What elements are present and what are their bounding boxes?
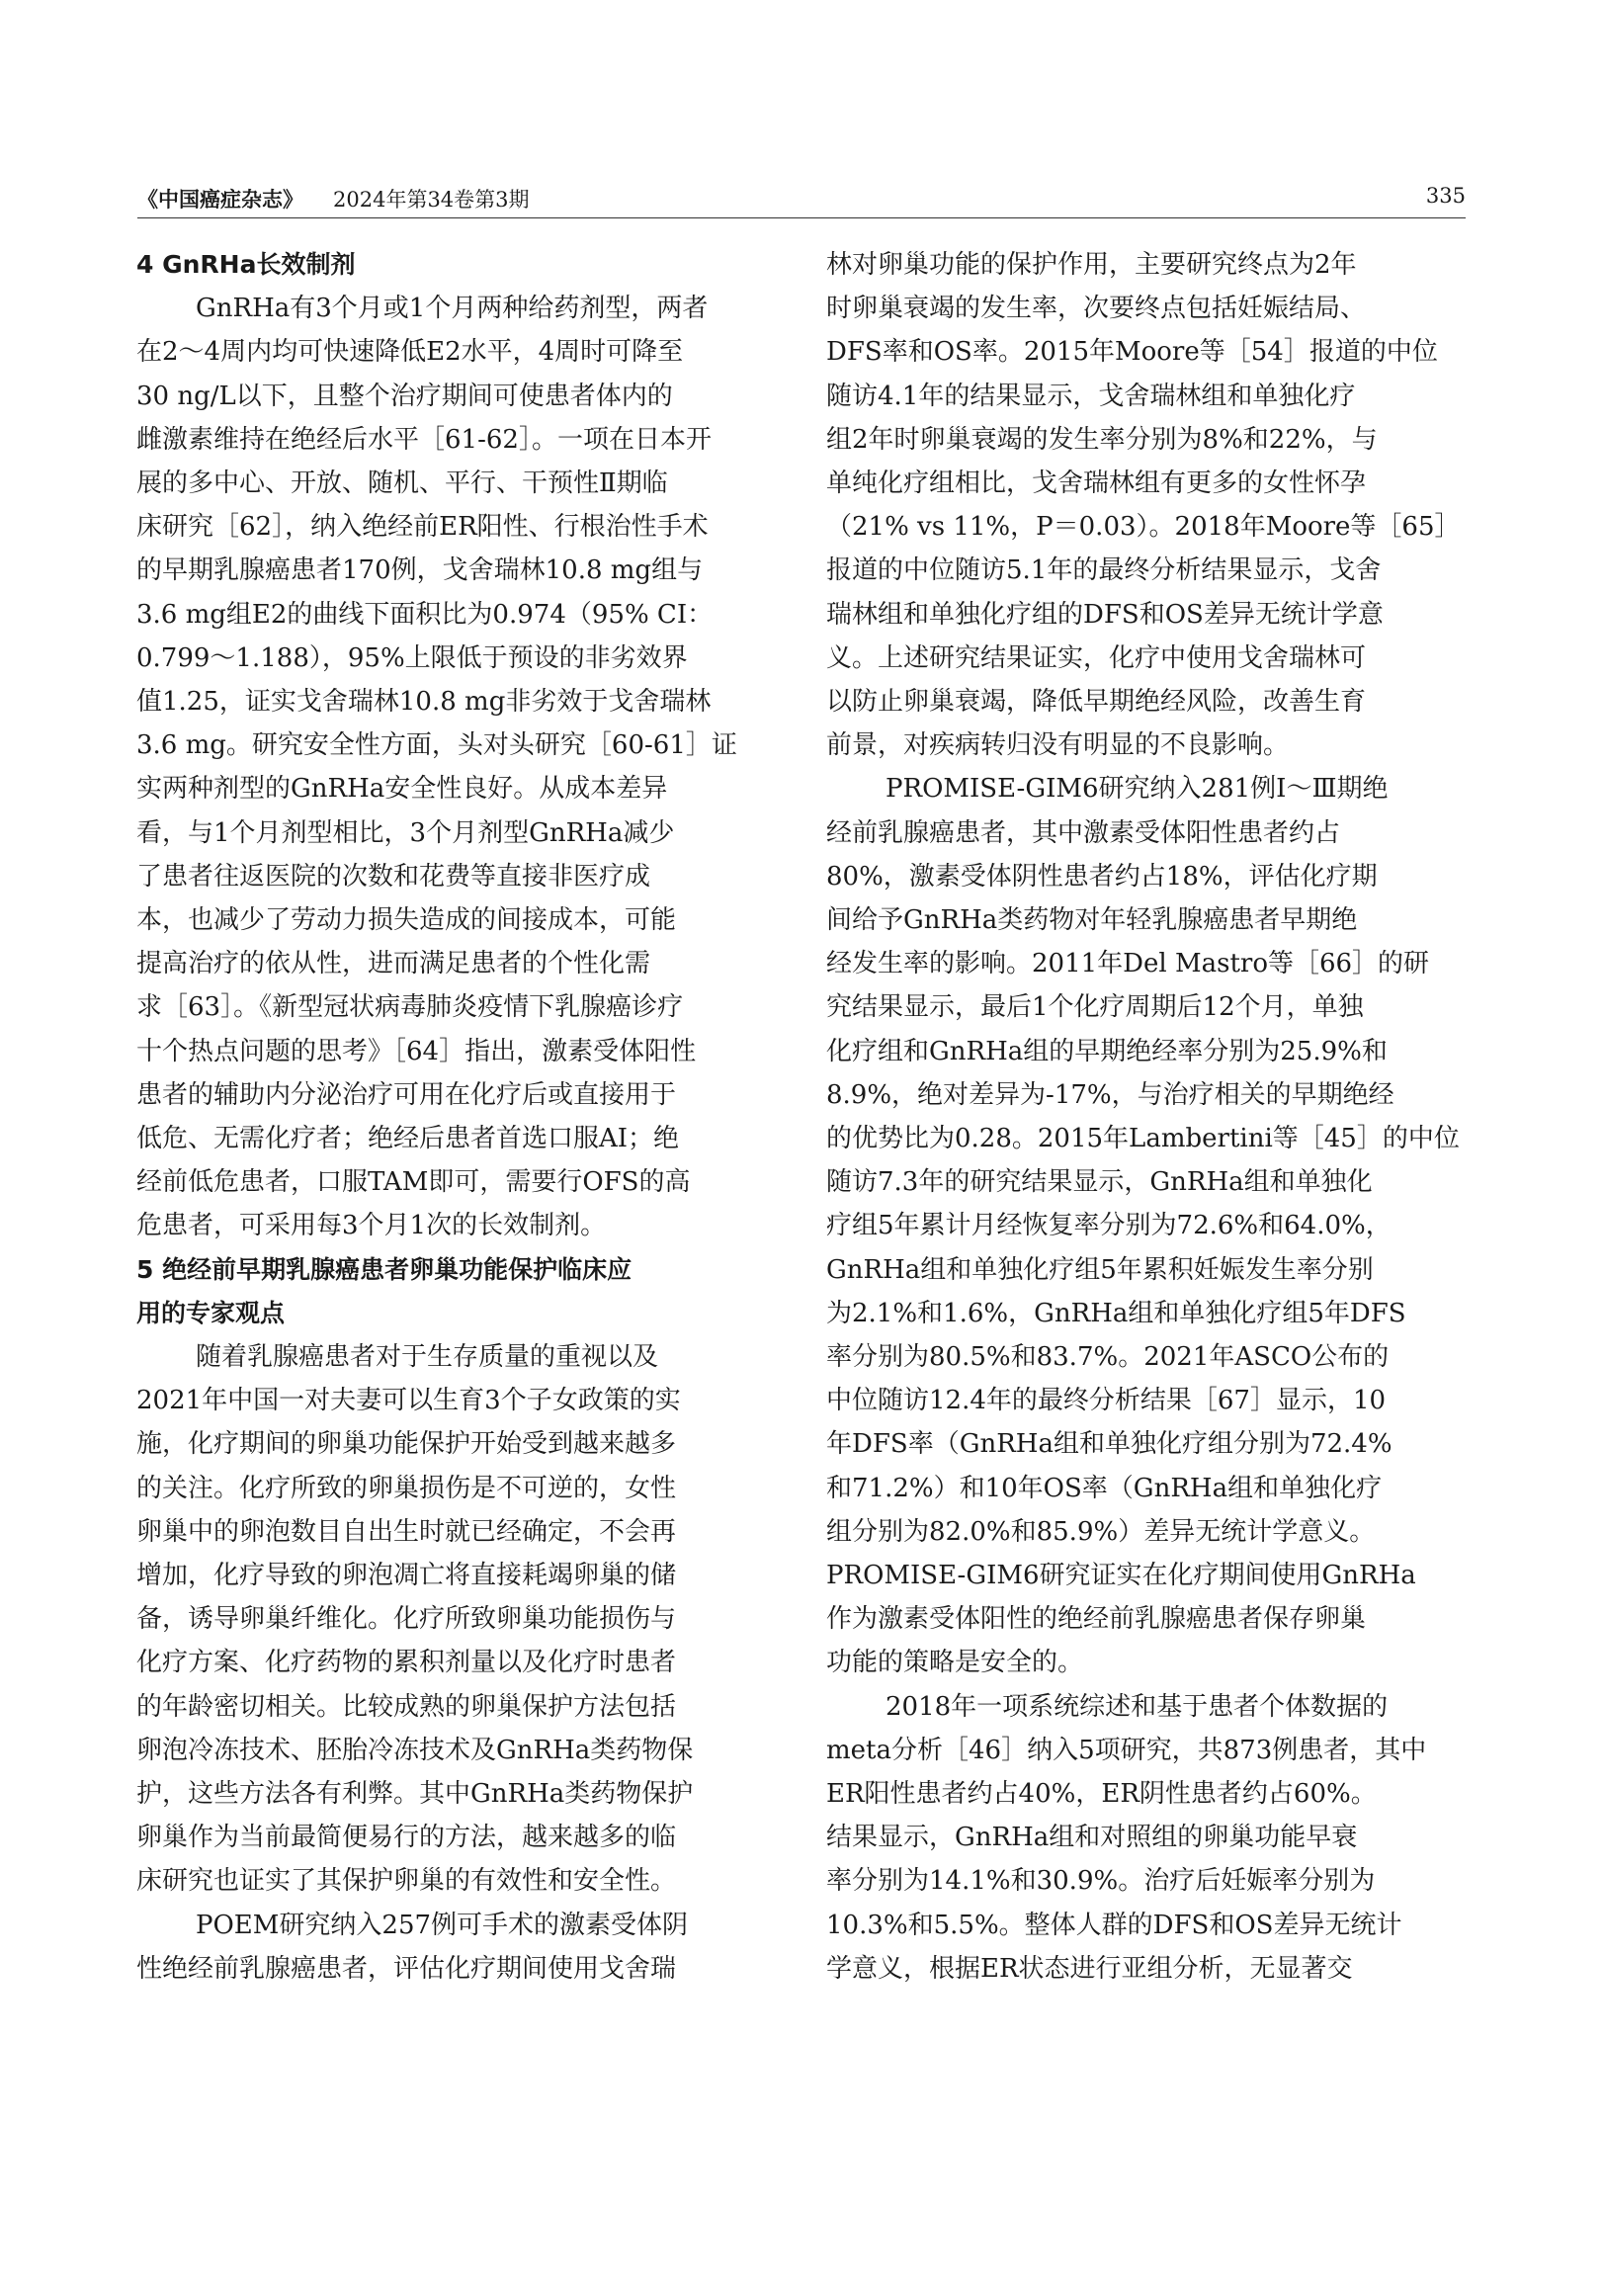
left-text-line: GnRHa有3个月或1个月两种给药剂型，两者: [196, 294, 709, 324]
journal-issue: 2024年第34卷第3期: [333, 188, 530, 212]
right-text-line: GnRHa组和单独化疗组5年累积妊娠发生率分别: [826, 1254, 1374, 1285]
right-text-line: 和71.2%）和10年OS率（GnRHa组和单独化疗: [826, 1473, 1383, 1503]
right-text-line: PROMISE-GIM6研究证实在化疗期间使用GnRHa: [826, 1561, 1416, 1590]
left-text-line: POEM研究纳入257例可手术的激素受体阴: [196, 1910, 689, 1940]
right-text-line: 年DFS率（GnRHa组和单独化疗组分别为72.4%: [826, 1429, 1392, 1460]
right-text-line: 随访4.1年的结果显示，戈舍瑞林组和单独化疗: [826, 381, 1356, 411]
right-text-line: 随访7.3年的研究结果显示，GnRHa组和单独化: [826, 1167, 1373, 1198]
left-text-line: 看，与1个月剂型相比，3个月剂型GnRHa减少: [136, 817, 675, 848]
right-text-line: 经发生率的影响。2011年Del Mastro等［66］的研: [826, 949, 1430, 979]
right-text-line: PROMISE-GIM6研究纳入281例Ⅰ～Ⅲ期绝: [886, 774, 1389, 805]
left-text-line: 施，化疗期间的卵巢功能保护开始受到越来越多: [136, 1429, 677, 1460]
right-text-line: 功能的策略是安全的。: [826, 1648, 1084, 1678]
right-text-line: 率分别为14.1%和30.9%。治疗后妊娠率分别为: [826, 1866, 1376, 1897]
left-text-line: 了患者往返医院的次数和花费等直接非医疗成: [136, 861, 651, 892]
right-text-line: 经前乳腺癌患者，其中激素受体阳性患者约占: [826, 817, 1341, 848]
right-text-line: 结果显示，GnRHa组和对照组的卵巢功能早衰: [826, 1823, 1358, 1853]
right-text-line: 为2.1%和1.6%，GnRHa组和单独化疗组5年DFS: [826, 1298, 1406, 1328]
right-text-line: 2018年一项系统综述和基于患者个体数据的: [886, 1691, 1389, 1722]
right-text-line: 8.9%，绝对差异为-17%，与治疗相关的早期绝经: [826, 1079, 1394, 1110]
left-text-line: 增加，化疗导致的卵泡凋亡将直接耗竭卵巢的储: [136, 1561, 677, 1590]
left-text-line: 经前低危患者，口服TAM即可，需要行OFS的高: [136, 1167, 691, 1198]
left-text-line: 护，这些方法各有利弊。其中GnRHa类药物保护: [136, 1779, 694, 1809]
left-text-line: 本，也减少了劳动力损失造成的间接成本，可能: [136, 905, 677, 935]
left-text-line: 3.6 mg组E2的曲线下面积比为0.974（95% CI：: [136, 599, 714, 630]
left-text-line: 床研究［62］，纳入绝经前ER阳性、行根治性手术: [136, 512, 709, 543]
left-text-line: 的关注。化疗所致的卵巢损伤是不可逆的，女性: [136, 1473, 677, 1503]
right-text-line: 的优势比为0.28。2015年Lambertini等［45］的中位: [826, 1124, 1460, 1153]
right-text-line: 组2年时卵巢衰竭的发生率分别为8%和22%，与: [826, 424, 1378, 455]
left-text-line: 化疗方案、化疗药物的累积剂量以及化疗时患者: [136, 1648, 677, 1678]
right-text-line: 化疗组和GnRHa组的早期绝经率分别为25.9%和: [826, 1036, 1388, 1066]
left-text-line: 备，诱导卵巢纤维化。化疗所致卵巢功能损伤与: [136, 1604, 677, 1635]
left-text-line: 雌激素维持在绝经后水平［61-62］。一项在日本开: [136, 424, 712, 455]
right-text-line: 10.3%和5.5%。整体人群的DFS和OS差异无统计: [826, 1910, 1402, 1940]
left-text-line: 卵泡冷冻技术、胚胎冷冻技术及GnRHa类药物保: [136, 1735, 694, 1765]
right-text-line: 林对卵巢功能的保护作用，主要研究终点为2年: [826, 250, 1357, 280]
right-text-line: 组分别为82.0%和85.9%）差异无统计学意义。: [826, 1516, 1376, 1547]
left-text-line: 求［63］。《新型冠状病毒肺炎疫情下乳腺癌诊疗: [136, 992, 684, 1023]
left-section-heading: 4 GnRHa长效制剂: [136, 250, 356, 279]
right-text-line: 瑞林组和单独化疗组的DFS和OS差异无统计学意: [826, 599, 1384, 630]
right-text-line: 究结果显示，最后1个化疗周期后12个月，单独: [826, 992, 1364, 1023]
left-column: [136, 0, 789, 2296]
right-text-line: 疗组5年累计月经恢复率分别为72.6%和64.0%，: [826, 1211, 1392, 1241]
left-text-line: 实两种剂型的GnRHa安全性良好。从成本差异: [136, 774, 668, 805]
right-text-line: ER阳性患者约占40%，ER阴性患者约占60%。: [826, 1779, 1377, 1809]
right-text-line: 单纯化疗组相比，戈舍瑞林组有更多的女性怀孕: [826, 468, 1367, 498]
left-text-line: 展的多中心、开放、随机、平行、干预性Ⅱ期临: [136, 468, 668, 498]
right-text-line: DFS率和OS率。2015年Moore等［54］报道的中位: [826, 337, 1438, 368]
page-number: 335: [1425, 184, 1466, 208]
left-text-line: 性绝经前乳腺癌患者，评估化疗期间使用戈舍瑞: [136, 1953, 677, 1984]
left-text-line: 在2～4周内均可快速降低E2水平，4周时可降至: [136, 337, 684, 368]
right-text-line: 义。上述研究结果证实，化疗中使用戈舍瑞林可: [826, 642, 1367, 673]
left-section-heading: 用的专家观点: [136, 1298, 286, 1327]
left-text-line: 随着乳腺癌患者对于生存质量的重视以及: [196, 1342, 659, 1372]
right-text-line: 作为激素受体阳性的绝经前乳腺癌患者保存卵巢: [826, 1604, 1367, 1635]
right-text-line: 中位随访12.4年的最终分析结果［67］显示，10: [826, 1386, 1387, 1416]
left-text-line: 提高治疗的依从性，进而满足患者的个性化需: [136, 949, 651, 979]
right-text-line: 前景，对疾病转归没有明显的不良影响。: [826, 730, 1290, 761]
left-text-line: 低危、无需化疗者；绝经后患者首选口服AI；绝: [136, 1124, 680, 1153]
left-text-line: 值1.25，证实戈舍瑞林10.8 mg非劣效于戈舍瑞林: [136, 687, 712, 717]
right-text-line: 以防止卵巢衰竭，降低早期绝经风险，改善生育: [826, 687, 1367, 717]
right-text-line: 80%，激素受体阴性患者约占18%，评估化疗期: [826, 861, 1378, 892]
left-text-line: 床研究也证实了其保护卵巢的有效性和安全性。: [136, 1866, 677, 1897]
right-column: [826, 0, 1478, 2296]
left-text-line: 30 ng/L以下，且整个治疗期间可使患者体内的: [136, 381, 673, 411]
left-text-line: 十个热点问题的思考》［64］指出，激素受体阳性: [136, 1036, 697, 1066]
left-text-line: 的年龄密切相关。比较成熟的卵巢保护方法包括: [136, 1691, 677, 1722]
left-text-line: 2021年中国一对夫妻可以生育3个子女政策的实: [136, 1386, 681, 1416]
right-text-line: 报道的中位随访5.1年的最终分析结果显示，戈舍: [826, 555, 1382, 586]
left-text-line: 3.6 mg。研究安全性方面，头对头研究［60-61］证: [136, 730, 737, 761]
left-text-line: 卵巢中的卵泡数目自出生时就已经确定，不会再: [136, 1516, 677, 1547]
left-text-line: 的早期乳腺癌患者170例，戈舍瑞林10.8 mg组与: [136, 555, 704, 586]
left-text-line: 危患者，可采用每3个月1次的长效制剂。: [136, 1211, 607, 1241]
left-section-heading: 5 绝经前早期乳腺癌患者卵巢功能保护临床应: [136, 1254, 633, 1284]
left-text-line: 患者的辅助内分泌治疗可用在化疗后或直接用于: [136, 1079, 677, 1110]
journal-name: 《中国癌症杂志》: [137, 187, 303, 212]
right-text-line: 学意义，根据ER状态进行亚组分析，无显著交: [826, 1953, 1353, 1984]
left-text-line: 0.799～1.188），95%上限低于预设的非劣效界: [136, 642, 688, 673]
right-text-line: （21% vs 11%，P＝0.03）。2018年Moore等［65］: [826, 512, 1461, 543]
right-text-line: meta分析［46］纳入5项研究，共873例患者，其中: [826, 1735, 1427, 1765]
right-text-line: 率分别为80.5%和83.7%。2021年ASCO公布的: [826, 1342, 1390, 1372]
right-text-line: 时卵巢衰竭的发生率，次要终点包括妊娠结局、: [826, 294, 1367, 324]
left-text-line: 卵巢作为当前最简便易行的方法，越来越多的临: [136, 1823, 677, 1853]
right-text-line: 间给予GnRHa类药物对年轻乳腺癌患者早期绝: [826, 905, 1358, 935]
